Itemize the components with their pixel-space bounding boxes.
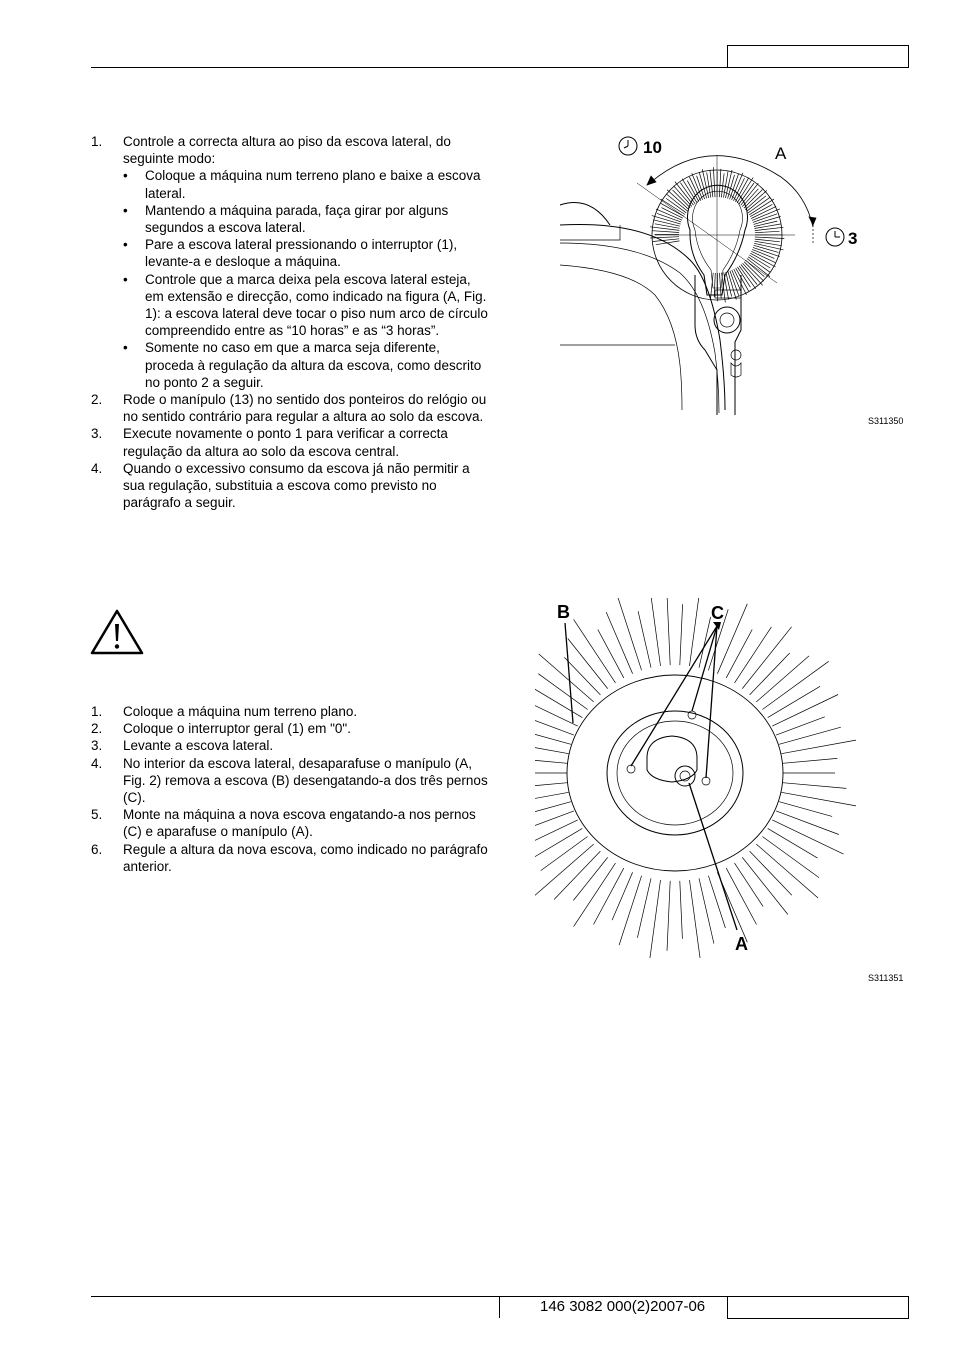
bristle-line <box>772 695 838 727</box>
bristle-line <box>779 727 841 744</box>
bristle-line <box>750 851 792 895</box>
bristle-line <box>594 868 624 924</box>
bristle-line <box>768 686 820 717</box>
bristle-line <box>779 802 832 817</box>
bristle-line <box>535 844 594 896</box>
bristle-line <box>617 598 641 670</box>
bristle-line <box>735 627 772 683</box>
bristle-line <box>750 253 775 267</box>
bristle-line <box>598 630 624 678</box>
clock-icon <box>619 137 637 155</box>
list-item: 2. Coloque o interruptor geral (1) em "0". <box>91 721 351 737</box>
bristle-line <box>726 630 752 678</box>
bristle-line <box>713 167 715 197</box>
height-check-steps <box>91 133 491 511</box>
bullet-item: • Somente no caso em que a marca seja diferente, proceda à regulação da altura da escova, como descrito no ponto 2 a seguir. <box>123 340 482 390</box>
bristle-line <box>768 828 818 858</box>
bristle-line <box>755 237 784 239</box>
figure-1-brush-height <box>555 125 915 415</box>
bristle-line <box>535 742 569 754</box>
bristle-line <box>606 612 632 674</box>
figure-label-c: C <box>711 603 724 623</box>
bristle-line <box>755 231 780 232</box>
bristle-line <box>535 783 567 789</box>
list-item: 3. Levante a escova lateral. <box>91 738 274 754</box>
step-text: Execute novamente o ponto 1 para verificar a correcta regulação da altura ao solo da escova central. <box>123 426 448 459</box>
list-item: 6. Regule a altura da nova escova, como indicado no parágrafo anterior. <box>91 841 488 874</box>
bristle-line <box>755 239 780 242</box>
list-item: 1. Coloque a máquina num terreno plano. <box>91 704 358 719</box>
figure-label-b: B <box>557 602 570 622</box>
bristle-line <box>726 868 756 924</box>
bristle-line <box>739 183 754 204</box>
footer-box <box>727 1296 909 1319</box>
bristle-line <box>535 828 582 864</box>
bristle-line <box>680 604 683 665</box>
bristle-line <box>573 857 607 900</box>
bristle-line <box>680 881 683 939</box>
bristle-line <box>653 239 679 242</box>
bullet-list <box>123 167 491 391</box>
bristle-line <box>535 676 582 718</box>
step-text: Rode o manípulo (13) no sentido dos ponteiros do relógio ou no sentido contrário para regular a altura ao solo da escova. <box>123 392 487 425</box>
bristle-line <box>661 199 685 215</box>
bristle-line <box>754 221 777 226</box>
bristle-line <box>535 758 567 763</box>
bristle-line <box>783 758 838 763</box>
bristle-line <box>699 878 714 943</box>
bristle-line <box>690 598 700 666</box>
bristle-line <box>742 627 791 689</box>
footer-divider <box>499 1296 500 1318</box>
list-item <box>91 425 491 459</box>
list-item <box>91 133 491 391</box>
bristle-line <box>781 740 856 754</box>
figure-label-10: 10 <box>643 138 662 157</box>
bristle-line <box>535 715 574 735</box>
bristle-line <box>680 183 695 204</box>
bristle-line <box>535 811 574 833</box>
clock-icon <box>826 228 844 246</box>
figure-code: S311351 <box>868 973 904 983</box>
bristle-line <box>652 231 679 233</box>
bristle-line <box>783 783 847 789</box>
bullet-item: • Coloque a máquina num terreno plano e baixe a escova lateral. <box>123 168 481 201</box>
bristle-line <box>776 811 839 835</box>
bristle-line <box>667 598 671 665</box>
figure-label-a: A <box>735 934 748 954</box>
bristle-line <box>750 653 790 695</box>
bristle-line <box>535 792 569 801</box>
bristle-line <box>749 199 774 215</box>
bristle-line <box>651 598 660 666</box>
list-item <box>91 460 491 512</box>
bristle-line <box>744 190 763 209</box>
bristle-line <box>637 878 651 938</box>
figure-2-brush-replacement <box>535 598 895 958</box>
bristle-line <box>535 820 578 856</box>
bristle-line <box>690 880 701 958</box>
bristle-line <box>781 792 856 806</box>
bullet-item: • Pare a escova lateral pressionando o interruptor (1), levante-a e desloque a máquina. <box>123 237 458 270</box>
bristle-line <box>735 863 764 906</box>
bristle-line <box>638 611 651 668</box>
step-number: 4. <box>91 460 103 476</box>
figure-label-a: A <box>775 144 787 163</box>
bristle-line <box>535 723 571 744</box>
bristle-line <box>776 717 825 735</box>
bullet-item: • Controle que a marca deixa pela escova lateral esteja, em extensão e direcção, como indicado na figura (A, Fig. 1): a escova lateral deve tocar o piso num arco de círculo compreendido entre as “10 horas” e as “3 horas”. <box>123 271 488 339</box>
bristle-line <box>535 802 571 822</box>
header-box <box>727 45 909 68</box>
bullet-item: • Mantendo a máquina parada, faça girar por alguns segundos a escova lateral. <box>123 202 449 236</box>
bristle-line <box>719 169 721 197</box>
bristle-line <box>568 639 608 689</box>
warning-triangle-icon <box>90 608 144 656</box>
step-number: 1. <box>91 134 103 149</box>
bristle-line <box>708 876 725 928</box>
bristle-line <box>541 837 588 871</box>
figure-label-3: 3 <box>848 229 858 248</box>
bristle-line <box>762 661 828 709</box>
bristle-line <box>772 820 843 854</box>
bristle-line <box>682 179 697 203</box>
step-text: Quando o excessivo consumo da escova já não permitir a sua regulação, substituia a escova como previsto no parágrafo a seguir. <box>123 460 470 511</box>
list-item <box>91 391 491 425</box>
list-item: 5. Monte na máquina a nova escova engatando-a nos pernos (C) e aparafuse o manípulo (A). <box>91 807 476 840</box>
bristle-line <box>674 186 692 207</box>
doc-number: 146 3082 000(2)2007-06 <box>540 1298 706 1315</box>
bristle-line <box>538 674 587 710</box>
bristle-line <box>650 880 661 958</box>
figure-code: S311350 <box>868 416 904 426</box>
bristle-line <box>707 173 711 198</box>
step-number: 2. <box>91 392 103 408</box>
brush-replacement-steps <box>91 703 491 875</box>
bristle-line <box>726 272 732 297</box>
step-number: 3. <box>91 426 103 442</box>
bristle-line <box>699 617 711 668</box>
list-item: 4. No interior da escova lateral, desaparafuse o manípulo (A, Fig. 2) remova a escova (B) desengatando-a dos três pernos (C). <box>91 755 488 806</box>
bristle-line <box>667 881 670 951</box>
step-text: Controle a correcta altura ao piso da escova lateral, do seguinte modo: <box>123 134 451 167</box>
